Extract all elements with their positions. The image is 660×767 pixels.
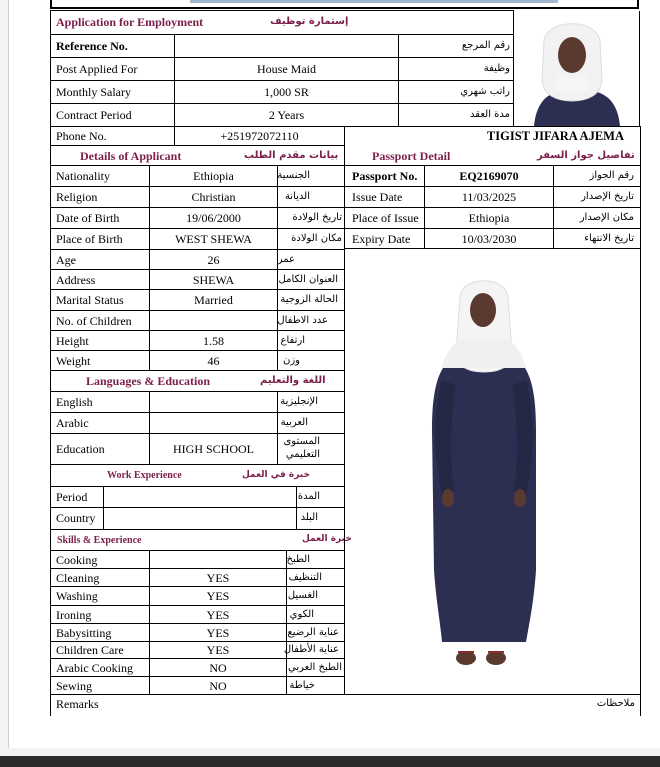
period-label: Period [56, 490, 88, 504]
sewing-value: NO [209, 679, 227, 693]
contract-label-arabic: مدة العقد [470, 109, 510, 120]
arabic-label-arabic: العربية [280, 417, 308, 428]
remarks-label-arabic: ملاحظات [596, 698, 635, 709]
pob-label: Place of Birth [56, 232, 123, 246]
religion-label: Religion [56, 190, 98, 204]
country-label: Country [56, 511, 96, 525]
education-label: Education [56, 442, 105, 456]
cleaning-label-arabic: التنظيف [288, 572, 322, 583]
height-label-arabic: ارتفاع [280, 335, 305, 346]
salary-label-arabic: راتب شهري [460, 86, 510, 97]
cleaning-value: YES [206, 571, 230, 585]
passport-no-label-arabic: رقم الجواز [589, 170, 634, 181]
reference-label: Reference No. [56, 39, 128, 53]
applicant-head-photo [514, 11, 640, 126]
page-gutter [0, 0, 9, 748]
ironing-label: Ironing [56, 608, 92, 622]
ironing-value: YES [206, 608, 230, 622]
post-value: House Maid [257, 62, 316, 76]
nationality-value: Ethiopia [193, 169, 234, 183]
pob-value: WEST SHEWA [175, 232, 252, 246]
country-label-arabic: البلد [300, 512, 318, 523]
phone-value: +251972072110 [220, 129, 299, 143]
children-label: No. of Children [56, 314, 132, 328]
candidate-name: TIGIST JIFARA AJEMA [486, 129, 624, 143]
contract-value: 2 Years [268, 108, 305, 122]
address-value: SHEWA [192, 273, 235, 287]
bottom-bar [0, 756, 660, 767]
address-label-arabic: العنوان الكامل [278, 274, 338, 285]
form-title-arabic: إستمارة توظيف [270, 16, 349, 27]
nationality-label: Nationality [56, 169, 110, 183]
children-care-value: YES [206, 643, 230, 657]
cleaning-label: Cleaning [56, 571, 100, 585]
issue-date-label: Issue Date [352, 190, 403, 204]
marital-value: Married [194, 293, 233, 307]
babysitting-label: Babysitting [56, 626, 112, 640]
age-label-arabic: عمر [277, 254, 295, 265]
skills-heading-arabic: خبرة العمل [302, 534, 352, 544]
top-frame-accent [190, 0, 558, 3]
applicant-heading: Details of Applicant [80, 149, 182, 163]
applicant-full-photo [420, 270, 550, 675]
education-label-arabic: المستوى التعليمي [283, 436, 320, 460]
sewing-label: Sewing [56, 679, 92, 693]
applicant-heading-arabic: بيانات مقدم الطلب [244, 150, 339, 161]
babysitting-label-arabic: عناية الرضيع [287, 627, 339, 638]
languages-heading-arabic: اللغة والتعليم [260, 375, 326, 386]
babysitting-value: YES [206, 626, 230, 640]
dob-value: 19/06/2000 [186, 211, 241, 225]
issue-date-value: 11/03/2025 [461, 190, 517, 204]
passport-heading: Passport Detail [372, 149, 451, 163]
issue-date-label-arabic: تاريخ الإصدار [581, 191, 634, 202]
pob-label-arabic: مكان الولادة [291, 233, 342, 244]
remarks-label: Remarks [56, 697, 99, 711]
english-label-arabic: الإنجليزية [280, 396, 318, 407]
place-of-issue-value: Ethiopia [468, 211, 510, 225]
english-label: English [56, 395, 93, 409]
nationality-label-arabic: الجنسية [277, 170, 310, 181]
contract-label: Contract Period [56, 108, 132, 122]
place-of-issue-label: Place of Issue [352, 211, 419, 225]
passport-no-label: Passport No. [352, 169, 418, 183]
age-value: 26 [207, 253, 220, 267]
religion-value: Christian [191, 190, 236, 204]
religion-label-arabic: الديانة [284, 191, 310, 202]
cooking-label-arabic: الطبخ [286, 554, 310, 565]
weight-label: Weight [56, 354, 91, 368]
period-label-arabic: المدة [297, 491, 320, 502]
washing-label: Washing [56, 589, 98, 603]
weight-value: 46 [207, 354, 220, 368]
passport-no-value: EQ2169070 [459, 169, 519, 183]
marital-label-arabic: الحالة الزوجية [280, 294, 338, 305]
height-value: 1.58 [203, 334, 224, 348]
expiry-date-label: Expiry Date [352, 232, 411, 246]
place-of-issue-label-arabic: مكان الإصدار [579, 212, 634, 223]
cooking-label: Cooking [56, 553, 98, 567]
phone-label: Phone No. [56, 129, 107, 143]
sewing-label-arabic: خياطة [289, 680, 315, 691]
age-label: Age [56, 253, 76, 267]
work-heading-arabic: خبرة في العمل [242, 470, 310, 480]
washing-label-arabic: الغسيل [287, 590, 318, 601]
children-label-arabic: عدد الاطفال [277, 315, 328, 326]
passport-heading-arabic: تفاصيل جواز السفر [537, 150, 635, 161]
reference-label-arabic: رقم المرجع [461, 40, 510, 51]
dob-label-arabic: تاريخ الولادة [292, 212, 342, 223]
address-label: Address [56, 273, 96, 287]
arabic-cooking-label: Arabic Cooking [56, 661, 133, 675]
children-care-label-arabic: عناية الأطفال [283, 644, 339, 655]
post-label-arabic: وظيفة [483, 63, 510, 74]
arabic-cooking-value: NO [209, 661, 227, 675]
expiry-date-label-arabic: تاريخ الانتهاء [584, 233, 634, 244]
skills-heading: Skills & Experience [57, 535, 142, 546]
marital-label: Marital Status [56, 293, 124, 307]
post-label: Post Applied For [56, 62, 138, 76]
arabic-cooking-label-arabic: الطبخ العربي [288, 662, 342, 673]
languages-heading: Languages & Education [86, 374, 211, 388]
education-value: HIGH SCHOOL [173, 442, 254, 456]
expiry-date-value: 10/03/2030 [461, 232, 517, 246]
children-care-label: Children Care [56, 643, 124, 657]
washing-value: YES [206, 589, 230, 603]
weight-label-arabic: وزن [282, 355, 300, 366]
salary-label: Monthly Salary [56, 85, 131, 99]
dob-label: Date of Birth [56, 211, 120, 225]
arabic-label: Arabic [56, 416, 89, 430]
height-label: Height [56, 334, 89, 348]
work-heading: Work Experience [107, 470, 182, 481]
ironing-label-arabic: الكوي [289, 609, 314, 620]
form-title: Application for Employment [56, 15, 204, 29]
salary-value: 1,000 SR [264, 85, 309, 99]
